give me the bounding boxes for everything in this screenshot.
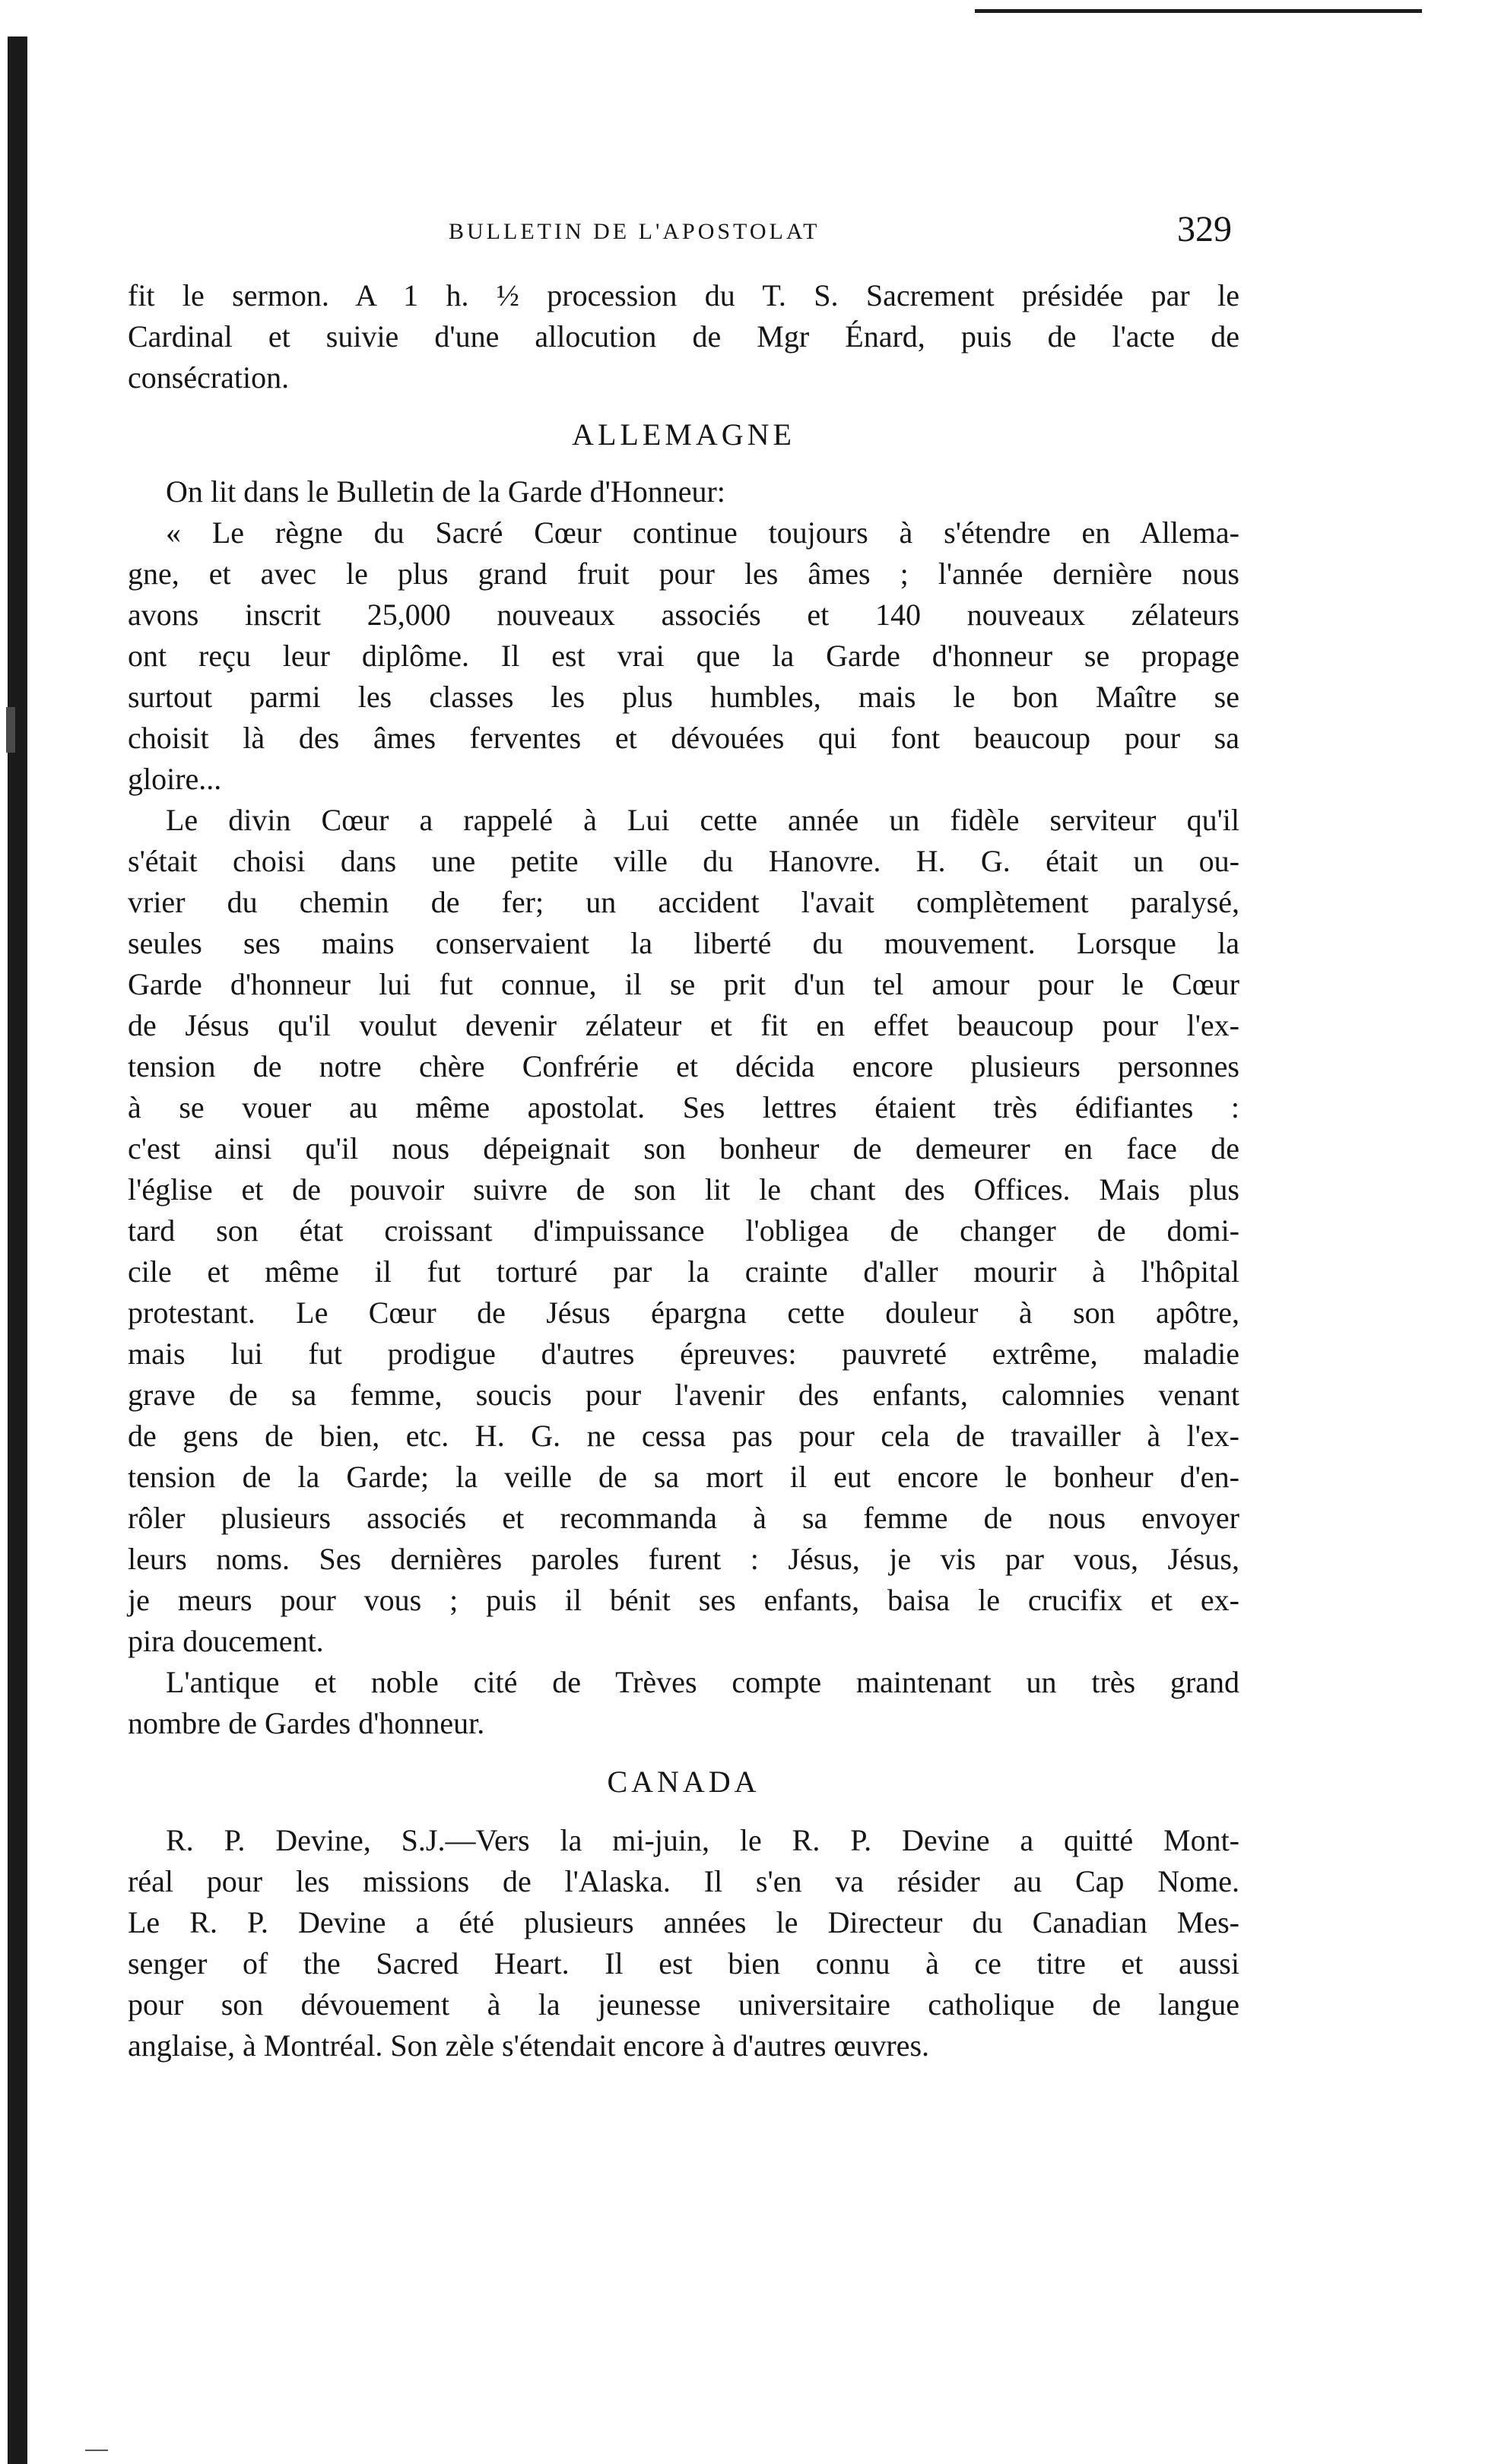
text-line: c'est ainsi qu'il nous dépeignait son bonheur de demeurer en face de — [128, 1131, 1239, 1165]
section-intro — [128, 275, 1239, 398]
text-line: de gens de bien, etc. H. G. ne cessa pas pour cela de travailler à l'ex- — [128, 1419, 1239, 1453]
section-heading: ALLEMAGNE — [572, 417, 795, 452]
text-line: protestant. Le Cœur de Jésus épargna cette douleur à son apôtre, — [128, 1295, 1239, 1330]
text-line: tension de notre chère Confrérie et décida encore plusieurs personnes — [128, 1049, 1239, 1083]
text-line: tension de la Garde; la veille de sa mort il eut encore le bonheur d'en- — [128, 1460, 1239, 1494]
section-allemagne — [128, 398, 1239, 1744]
text-line: à se vouer au même apostolat. Ses lettres étaient très édifiantes : — [128, 1090, 1239, 1124]
text-line: réal pour les missions de l'Alaska. Il s'en va résider au Cap Nome. — [128, 1864, 1239, 1898]
paragraph — [128, 1662, 1239, 1744]
running-title: BULLETIN DE L'APOSTOLAT — [449, 219, 820, 244]
text-line: On lit dans le Bulletin de la Garde d'Honneur: — [166, 474, 725, 509]
text-line: grave de sa femme, soucis pour l'avenir des enfants, calomnies venant — [128, 1378, 1239, 1412]
text-line: fit le sermon. A 1 h. ½ procession du T. S. Sacrement présidée par le — [128, 278, 1239, 312]
text-line: Le divin Cœur a rappelé à Lui cette année un fidèle serviteur qu'il — [166, 803, 1239, 837]
text-line: l'église et de pouvoir suivre de son lit le chant des Offices. Mais plus — [128, 1172, 1239, 1207]
section-canada — [128, 1744, 1239, 2066]
paragraph — [128, 800, 1239, 1662]
binding-shadow — [8, 36, 27, 2464]
text-line: avons inscrit 25,000 nouveaux associés et 140 nouveaux zélateurs — [128, 598, 1239, 632]
text-line: Cardinal et suivie d'une allocution de Mgr Énard, puis de l'acte de — [128, 319, 1239, 354]
text-line: pira doucement. — [128, 1624, 324, 1658]
text-line: nombre de Gardes d'honneur. — [128, 1706, 485, 1740]
text-line: consécration. — [128, 360, 290, 395]
text-line: vrier du chemin de fer; un accident l'avait complètement paralysé, — [128, 885, 1239, 919]
paragraph — [128, 471, 1239, 512]
top-edge-rule — [975, 9, 1422, 13]
text-line: Le R. P. Devine a été plusieurs années le Directeur du Canadian Mes- — [128, 1905, 1239, 1939]
text-line: gloire... — [128, 762, 222, 796]
text-line: senger of the Sacred Heart. Il est bien connu à ce titre et aussi — [128, 1946, 1239, 1980]
text-line: s'était choisi dans une petite ville du Hanovre. H. G. était un ou- — [128, 844, 1239, 878]
text-line: pour son dévouement à la jeunesse universitaire catholique de langue — [128, 1987, 1239, 2022]
text-line: Garde d'honneur lui fut connue, il se prit d'un tel amour pour le Cœur — [128, 967, 1239, 1001]
binding-notch — [6, 707, 15, 753]
section-heading: CANADA — [607, 1765, 760, 1799]
paragraph — [128, 1820, 1239, 2066]
text-line: seules ses mains conservaient la liberté du mouvement. Lorsque la — [128, 926, 1239, 960]
page-number: 329 — [1177, 209, 1232, 249]
text-line: gne, et avec le plus grand fruit pour les âmes ; l'année dernière nous — [128, 557, 1239, 591]
text-line: R. P. Devine, S.J.—Vers la mi-juin, le R. P. Devine a quitté Mont- — [166, 1823, 1239, 1857]
text-line: cile et même il fut torturé par la crainte d'aller mourir à l'hôpital — [128, 1254, 1239, 1289]
bottom-edge-mark — [85, 2450, 108, 2451]
text-line: leurs noms. Ses dernières paroles furent : Jésus, je vis par vous, Jésus, — [128, 1542, 1239, 1576]
text-line: rôler plusieurs associés et recommanda à sa femme de nous envoyer — [128, 1501, 1239, 1535]
body-text — [128, 275, 1239, 2066]
text-line: mais lui fut prodigue d'autres épreuves: pauvreté extrême, maladie — [128, 1337, 1239, 1371]
paragraph — [128, 275, 1239, 398]
text-line: « Le règne du Sacré Cœur continue toujours à s'étendre en Allema- — [166, 515, 1239, 550]
text-line: surtout parmi les classes les plus humbles, mais le bon Maître se — [128, 680, 1239, 714]
text-line: ont reçu leur diplôme. Il est vrai que la Garde d'honneur se propage — [128, 639, 1239, 673]
text-line: choisit là des âmes ferventes et dévouées qui font beaucoup pour sa — [128, 721, 1239, 755]
paragraph — [128, 512, 1239, 800]
text-line: tard son état croissant d'impuissance l'obligea de changer de domi- — [128, 1213, 1239, 1248]
running-head — [228, 209, 1232, 249]
text-line: anglaise, à Montréal. Son zèle s'étendait encore à d'autres œuvres. — [128, 2028, 930, 2063]
text-line: je meurs pour vous ; puis il bénit ses enfants, baisa le crucifix et ex- — [128, 1583, 1239, 1617]
text-line: L'antique et noble cité de Trèves compte maintenant un très grand — [166, 1665, 1239, 1699]
text-line: de Jésus qu'il voulut devenir zélateur et fit en effet beaucoup pour l'ex- — [128, 1008, 1239, 1042]
